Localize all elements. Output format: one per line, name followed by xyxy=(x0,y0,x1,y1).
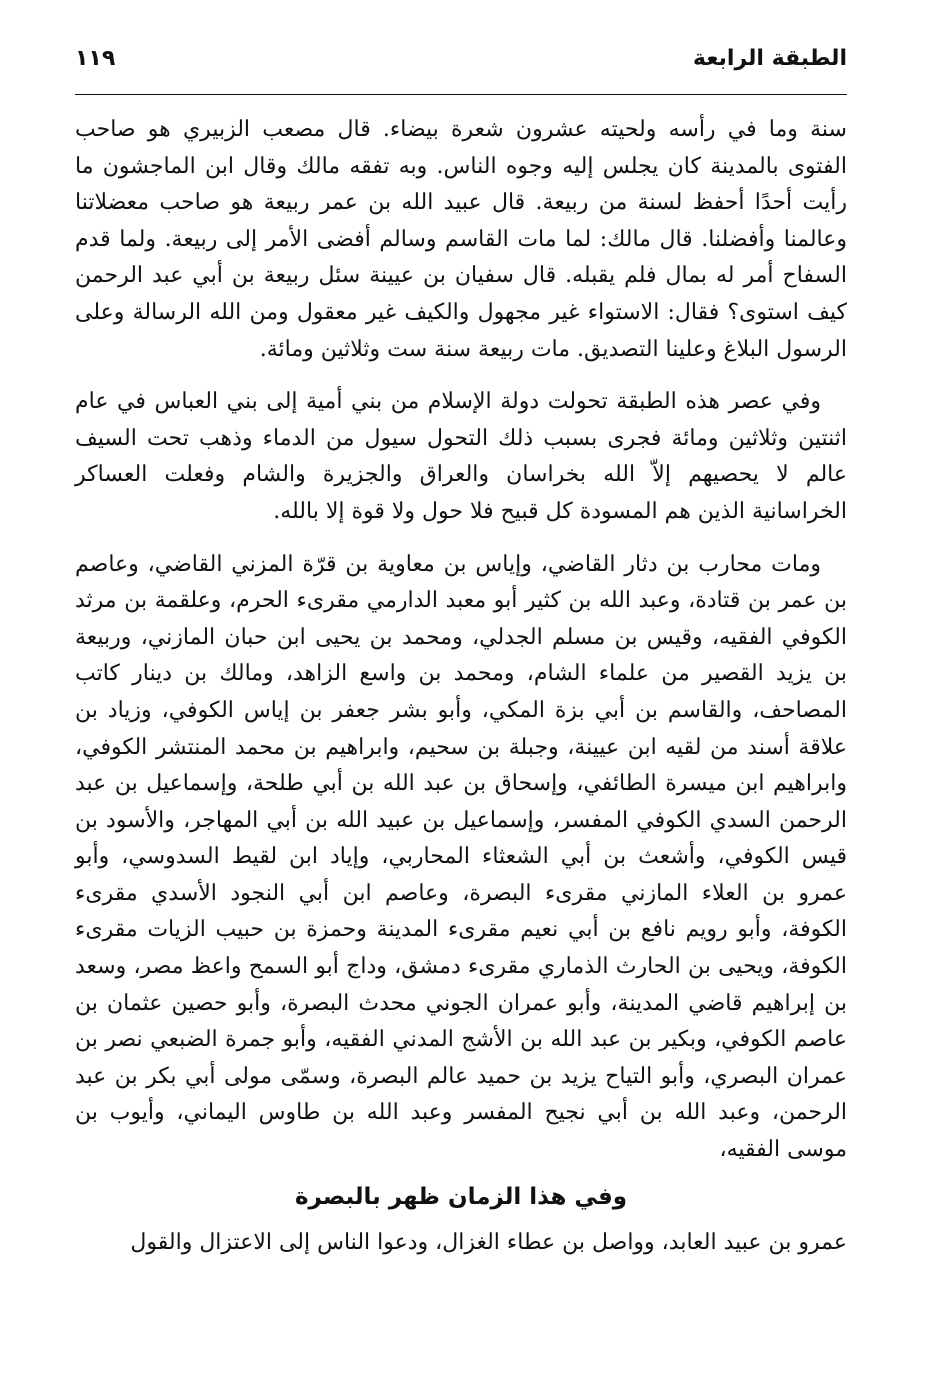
paragraph-gap xyxy=(75,368,847,384)
page-number: ١١٩ xyxy=(75,46,116,71)
body-text xyxy=(75,112,847,1261)
page-header xyxy=(75,42,847,86)
running-title: الطبقة الرابعة xyxy=(692,46,847,71)
paragraph-abbasid-transition: وفي عصر هذه الطبقة تحولت دولة الإسلام من بني أمية إلى بني العباس في عام اثنتين وثلاثين ومائة فجرى بسبب ذلك التحول سيول من الدماء وذهب تحت السيف عالم لا يحصيهم إلاّ الله بخراسان والعراق والجزيرة والشام وفعلت العساكر الخراسانية الذين هم المسودة كل قبيح فلا حول ولا قوة إلا بالله. xyxy=(75,389,847,524)
paragraph-closing: عمرو بن عبيد العابد، وواصل بن عطاء الغزال، ودعوا الناس إلى الاعتزال والقول xyxy=(130,1229,847,1255)
paragraph-rabia: سنة وما في رأسه ولحيته عشرون شعرة بيضاء. قال مصعب الزبيري هو صاحب الفتوى بالمدينة كان يجلس إليه وجوه الناس. وبه تفقه مالك وقال ابن الماجشون ما رأيت أحدًا أحفظ لسنة من ربيعة. قال عبيد الله بن عمر ربيعة هو صاحب معضلاتنا وعالمنا وأفضلنا. قال مالك: لما مات القاسم وسالم أفضى الأمر إلى ربيعة. ولما قدم السفاح أمر له بمال فلم يقبله. قال سفيان بن عيينة سئل ربيعة بن أبي عبد الرحمن كيف استوى؟ فقال: الاستواء غير مجهول والكيف غير معقول ومن الله الرسالة وعلى الرسول البلاغ وعلينا التصديق. مات ربيعة سنة ست وثلاثين ومائة. xyxy=(75,117,847,362)
paragraph-gap xyxy=(75,531,847,547)
header-rule xyxy=(75,94,847,95)
section-heading: وفي هذا الزمان ظهر بالبصرة xyxy=(294,1183,628,1210)
paragraph-deaths-list: ومات محارب بن دثار القاضي، وإياس بن معاوية بن قرّة المزني القاضي، وعاصم بن عمر بن قتادة، وعبد الله بن كثير أبو معبد الدارمي مقرىء الحرم، وعلقمة بن مرثد الكوفي الفقيه، وقيس بن مسلم الجدلي، ومحمد بن يحيى ابن حبان المازني، وربيعة بن يزيد القصير من علماء الشام، ومحمد بن واسع الزاهد، ومالك بن دينار كاتب المصاحف، والقاسم بن أبي بزة المكي، وأبو بشر جعفر بن إياس الكوفي، وزياد بن علاقة أسند من لقيه ابن عيينة، وجبلة بن سحيم، وابراهيم بن محمد المنتشر الكوفي، وابراهيم ابن ميسرة الطائفي، وإسحاق بن عبد الله بن أبي طلحة، وإسماعيل بن عبد الرحمن السدي الكوفي المفسر، وإسماعيل بن عبيد الله بن أبي المهاجر، والأسود بن قيس الكوفي، وأشعث بن أبي الشعثاء المحاربي، وإياد ابن لقيط السدوسي، وأبو عمرو بن العلاء المازني مقرىء البصرة، وعاصم ابن أبي النجود الأسدي مقرىء الكوفة، وأبو رويم نافع بن أبي نعيم مقرىء المدينة وحمزة بن حبيب الزيات مقرىء الكوفة، ويحيى بن الحارث الذماري مقرىء دمشق، وداج أبو السمح واعظ مصر، وسعد بن إبراهيم قاضي المدينة، وأبو عمران الجوني محدث البصرة، وأبو حصين عثمان بن عاصم الكوفي، وبكير بن عبد الله بن الأشج المدني الفقيه، وأبو جمرة الضبعي نصر بن عمران البصري، وأبو التياح يزيد بن حميد عالم البصرة، وسمّى مولى أبي بكر بن عبد الرحمن، وعبد الله بن أبي نجيح المفسر وعبد الله بن طاوس اليماني، وأيوب بن موسى الفقيه، xyxy=(75,551,847,1163)
